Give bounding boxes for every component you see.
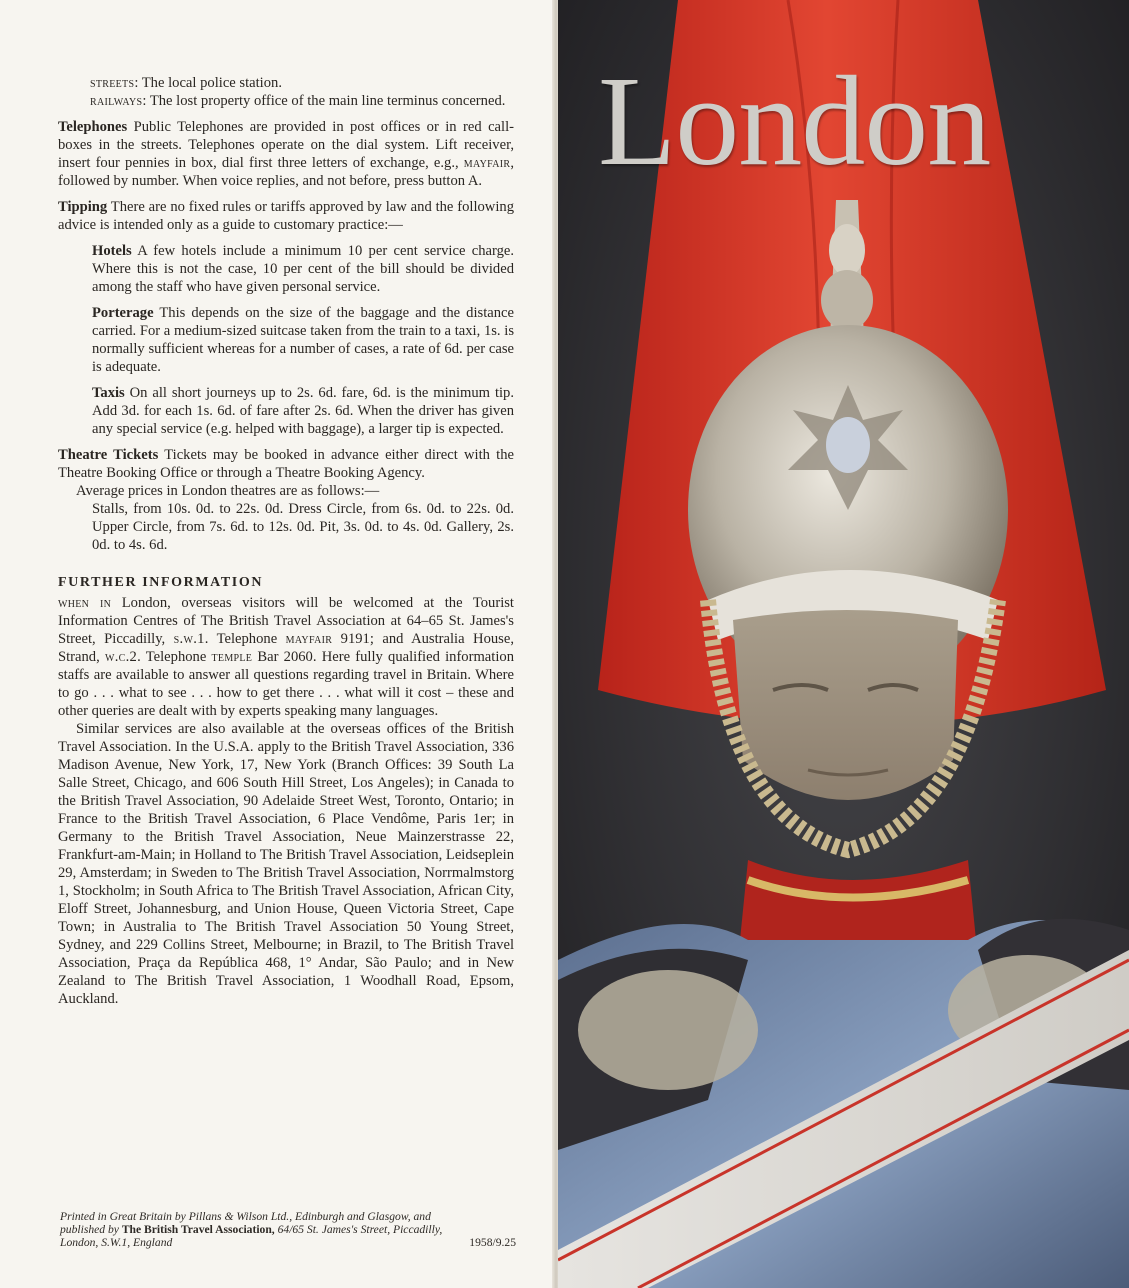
tipping-hotels bbox=[58, 242, 514, 296]
taxis-text: On all short journeys up to 2s. 6d. fare, 6d. is the minimum tip. Add 3d. for each 1s. 6d. of fare after 2s. 6d. When the driver has given any special service (e.g. helped with baggage), a larger tip is expected. bbox=[92, 385, 514, 437]
theatre-text: Tickets may be booked in advance either direct with the Theatre Booking Office or through a Theatre Booking Agency. bbox=[58, 447, 514, 481]
theatre-prices: Stalls, from 10s. 0d. to 22s. 0d. Dress Circle, from 6s. 0d. to 22s. 0d. Upper Circle, from 7s. 6d. to 12s. 0d. Pit, 3s. 0d. to 4s. 0d. Gallery, 2s. 0d. to 4s. 6d. bbox=[92, 501, 514, 553]
further-text-4: . Telephone bbox=[137, 649, 212, 665]
left-page bbox=[0, 0, 556, 1288]
imprint-print-code: 1958/9.25 bbox=[469, 1236, 516, 1249]
imprint-city: London, S.W.1, England bbox=[60, 1236, 173, 1249]
tipping-porterage bbox=[58, 304, 514, 376]
cover-page bbox=[558, 0, 1129, 1288]
further-postcode-1: s.w.1 bbox=[173, 631, 205, 647]
imprint-published-by: published by bbox=[60, 1223, 122, 1236]
printer-imprint bbox=[60, 1210, 516, 1249]
further-postcode-2: w.c.2 bbox=[104, 649, 138, 665]
hotels-text: A few hotels include a minimum 10 per cent service charge. Where this is not the case, 10 per cent of the bill should be divided among the staff who have given personal service. bbox=[92, 243, 514, 295]
further-text-5: Bar 2060. Here fully qualified information staffs are available to answer all questions regarding travel in Britain. Where to go . . . what to see . . . how to get there . . . what will it cost – these and other queries are dealt with by experts speaking many languages. bbox=[58, 649, 514, 719]
tipping-heading: Tipping bbox=[58, 199, 108, 215]
cover-title: London bbox=[598, 50, 991, 192]
hotels-heading: Hotels bbox=[92, 243, 132, 259]
imprint-line-3 bbox=[60, 1236, 516, 1249]
tipping-text: There are no fixed rules or tariffs approved by law and the following advice is intended only as a guide to customary practice:— bbox=[58, 199, 514, 233]
tipping-paragraph bbox=[58, 198, 514, 234]
streets-label: streets bbox=[90, 75, 135, 91]
left-page-text bbox=[58, 74, 514, 1008]
telephones-exchange: mayfair bbox=[463, 155, 511, 171]
further-text-1: London, overseas visitors will be welcomed at the Tourist Information Centres of The British Travel Association at 64–65 St. James's Street, Piccadilly, bbox=[58, 595, 514, 647]
imprint-publisher: The British Travel Association, bbox=[121, 1223, 275, 1236]
telephones-paragraph bbox=[58, 118, 514, 190]
theatre-heading: Theatre Tickets bbox=[58, 447, 159, 463]
further-exchange-1: mayfair bbox=[285, 631, 333, 647]
further-lead: when in bbox=[58, 595, 112, 611]
taxis-heading: Taxis bbox=[92, 385, 125, 401]
porterage-text: This depends on the size of the baggage and the distance carried. For a medium-sized suitcase taken from the train to a taxi, 1s. is normally sufficient whereas for a number of cases, a rate of 6d. per case is adequate. bbox=[92, 305, 514, 375]
imprint-line-1: Printed in Great Britain by Pillans & Wilson Ltd., Edinburgh and Glasgow, and bbox=[60, 1210, 431, 1223]
railways-label: railways bbox=[90, 93, 143, 109]
further-information-heading: FURTHER INFORMATION bbox=[58, 575, 264, 590]
further-text-2: . Telephone bbox=[204, 631, 286, 647]
imprint-address: 64/65 St. James's Street, Piccadilly, bbox=[274, 1223, 443, 1236]
telephones-heading: Telephones bbox=[58, 119, 128, 135]
theatre-paragraph bbox=[58, 446, 514, 482]
further-information-paragraph bbox=[58, 594, 514, 720]
streets-text: : The local police station. bbox=[134, 75, 282, 91]
theatre-prices-intro: Average prices in London theatres are as follows:— bbox=[76, 483, 380, 499]
railways-text: : The lost property office of the main line terminus concerned. bbox=[142, 93, 506, 109]
lost-property-streets bbox=[58, 74, 514, 92]
tipping-taxis bbox=[58, 384, 514, 438]
telephones-text: Public Telephones are provided in post offices or in red call-boxes in the streets. Telephones operate on the dial system. Lift receiver, insert four pennies in box, dial first three letters of exchange, e.g., bbox=[58, 119, 514, 171]
porterage-heading: Porterage bbox=[92, 305, 154, 321]
lost-property-railways bbox=[58, 92, 514, 110]
overseas-offices-paragraph: Similar services are also available at the overseas offices of the British Travel Association. In the U.S.A. apply to the British Travel Association, 336 Madison Avenue, New York, 17, New York (Branch Offices: 39 South La Salle Street, Chicago, and 606 South Hill Street, Los Angeles); in Canada to the British Travel Association, 90 Adelaide Street West, Toronto, Ontario; in France to the British Travel Association, 6 Place Vendôme, Paris 1er; in Germany to the British Travel Association, Neue Mainzerstrasse 22, Frankfurt-am-Main; in Holland to The British Travel Association, Leidseplein 29, Amsterdam; in Sweden to The British Travel Association, Norrmalmstorg 1, Stockholm; in South Africa to The British Travel Association, African City, Eloff Street, Johannesburg, and Union House, Queen Victoria Street, Cape Town; in Australia to The British Travel Association 50 Young Street, Sydney, and 229 Collins Street, Melbourne; in Brazil, to The British Travel Association, Praça da República 468, 1° Andar, São Paulo; and in New Zealand to The British Travel Association, 1 Woodhall Road, Epsom, Auckland. bbox=[58, 721, 514, 1007]
further-text-3: 9191; and Australia House, Strand, bbox=[58, 631, 514, 665]
imprint-line-2 bbox=[60, 1223, 516, 1236]
further-exchange-2: temple bbox=[211, 649, 253, 665]
telephones-text-end: , followed by number. When voice replies, and not before, press button A. bbox=[58, 155, 514, 189]
